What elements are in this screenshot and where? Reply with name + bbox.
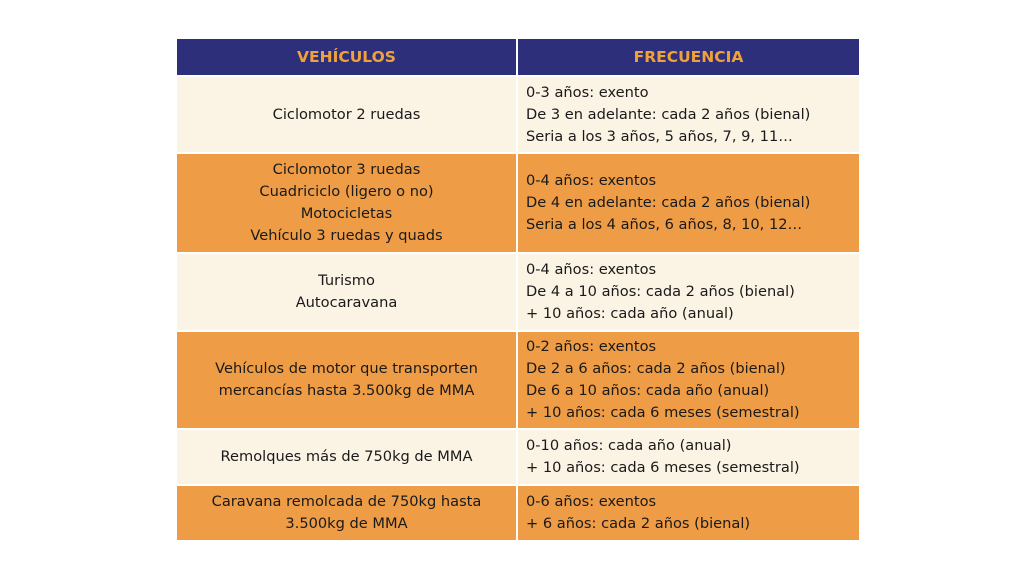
frequency-line: + 10 años: cada 6 meses (semestral)	[526, 459, 800, 476]
vehicle-line: Caravana remolcada de 750kg hasta	[211, 493, 482, 510]
frequency-cell	[517, 253, 859, 331]
vehicle-line: Autocaravana	[295, 294, 398, 311]
frequency-line: De 6 a 10 años: cada año (anual)	[526, 382, 770, 399]
vehicle-cell	[177, 76, 517, 153]
vehicle-line: Turismo	[318, 272, 375, 289]
frequency-cell	[517, 485, 859, 540]
frequency-line: 0-10 años: cada año (anual)	[526, 437, 732, 454]
table-row	[177, 153, 859, 253]
frequency-line: 0-4 años: exentos	[526, 261, 657, 278]
table-row	[177, 429, 859, 485]
vehicle-line: Ciclomotor 2 ruedas	[272, 105, 421, 123]
table-header-row	[177, 39, 859, 76]
frequency-cell	[517, 331, 859, 429]
frequency-line: 0-4 años: exentos	[526, 172, 657, 189]
vehicle-cell	[177, 153, 517, 253]
frequency-cell	[517, 429, 859, 485]
table-row	[177, 331, 859, 429]
frequency-line: + 6 años: cada 2 años (bienal)	[526, 515, 751, 532]
frequency-line: De 2 a 6 años: cada 2 años (bienal)	[526, 360, 786, 377]
header-vehicles: VEHÍCULOS	[177, 39, 517, 76]
frequency-line: Seria a los 4 años, 6 años, 8, 10, 12…	[526, 216, 803, 233]
frequency-cell	[517, 76, 859, 153]
vehicle-line: 3.500kg de MMA	[285, 515, 408, 532]
frequency-line: Seria a los 3 años, 5 años, 7, 9, 11…	[526, 127, 793, 145]
frequency-line: De 3 en adelante: cada 2 años (bienal)	[526, 105, 811, 123]
table-row	[177, 76, 859, 153]
vehicle-cell	[177, 485, 517, 540]
table-row	[177, 253, 859, 331]
vehicle-line: Motocicletas	[300, 205, 393, 222]
frequency-line: + 10 años: cada 6 meses (semestral)	[526, 404, 800, 421]
vehicle-line: mercancías hasta 3.500kg de MMA	[218, 382, 475, 399]
frequency-table	[177, 39, 859, 540]
frequency-line: 0-2 años: exentos	[526, 338, 657, 355]
frequency-line: 0-3 años: exento	[526, 83, 649, 101]
header-frequency: FRECUENCIA	[517, 39, 859, 76]
frequency-line: + 10 años: cada año (anual)	[526, 305, 734, 322]
inspection-frequency-table	[177, 39, 859, 540]
frequency-line: De 4 en adelante: cada 2 años (bienal)	[526, 194, 811, 211]
vehicle-line: Cuadriciclo (ligero o no)	[259, 183, 434, 200]
vehicle-line: Ciclomotor 3 ruedas	[272, 161, 421, 178]
frequency-line: 0-6 años: exentos	[526, 493, 657, 510]
vehicle-cell	[177, 253, 517, 331]
frequency-line: De 4 a 10 años: cada 2 años (bienal)	[526, 283, 795, 300]
vehicle-line: Remolques más de 750kg de MMA	[220, 448, 473, 465]
table-row	[177, 485, 859, 540]
vehicle-cell	[177, 331, 517, 429]
vehicle-cell	[177, 429, 517, 485]
vehicle-line: Vehículo 3 ruedas y quads	[250, 227, 443, 244]
vehicle-line: Vehículos de motor que transporten	[215, 360, 478, 377]
frequency-cell	[517, 153, 859, 253]
